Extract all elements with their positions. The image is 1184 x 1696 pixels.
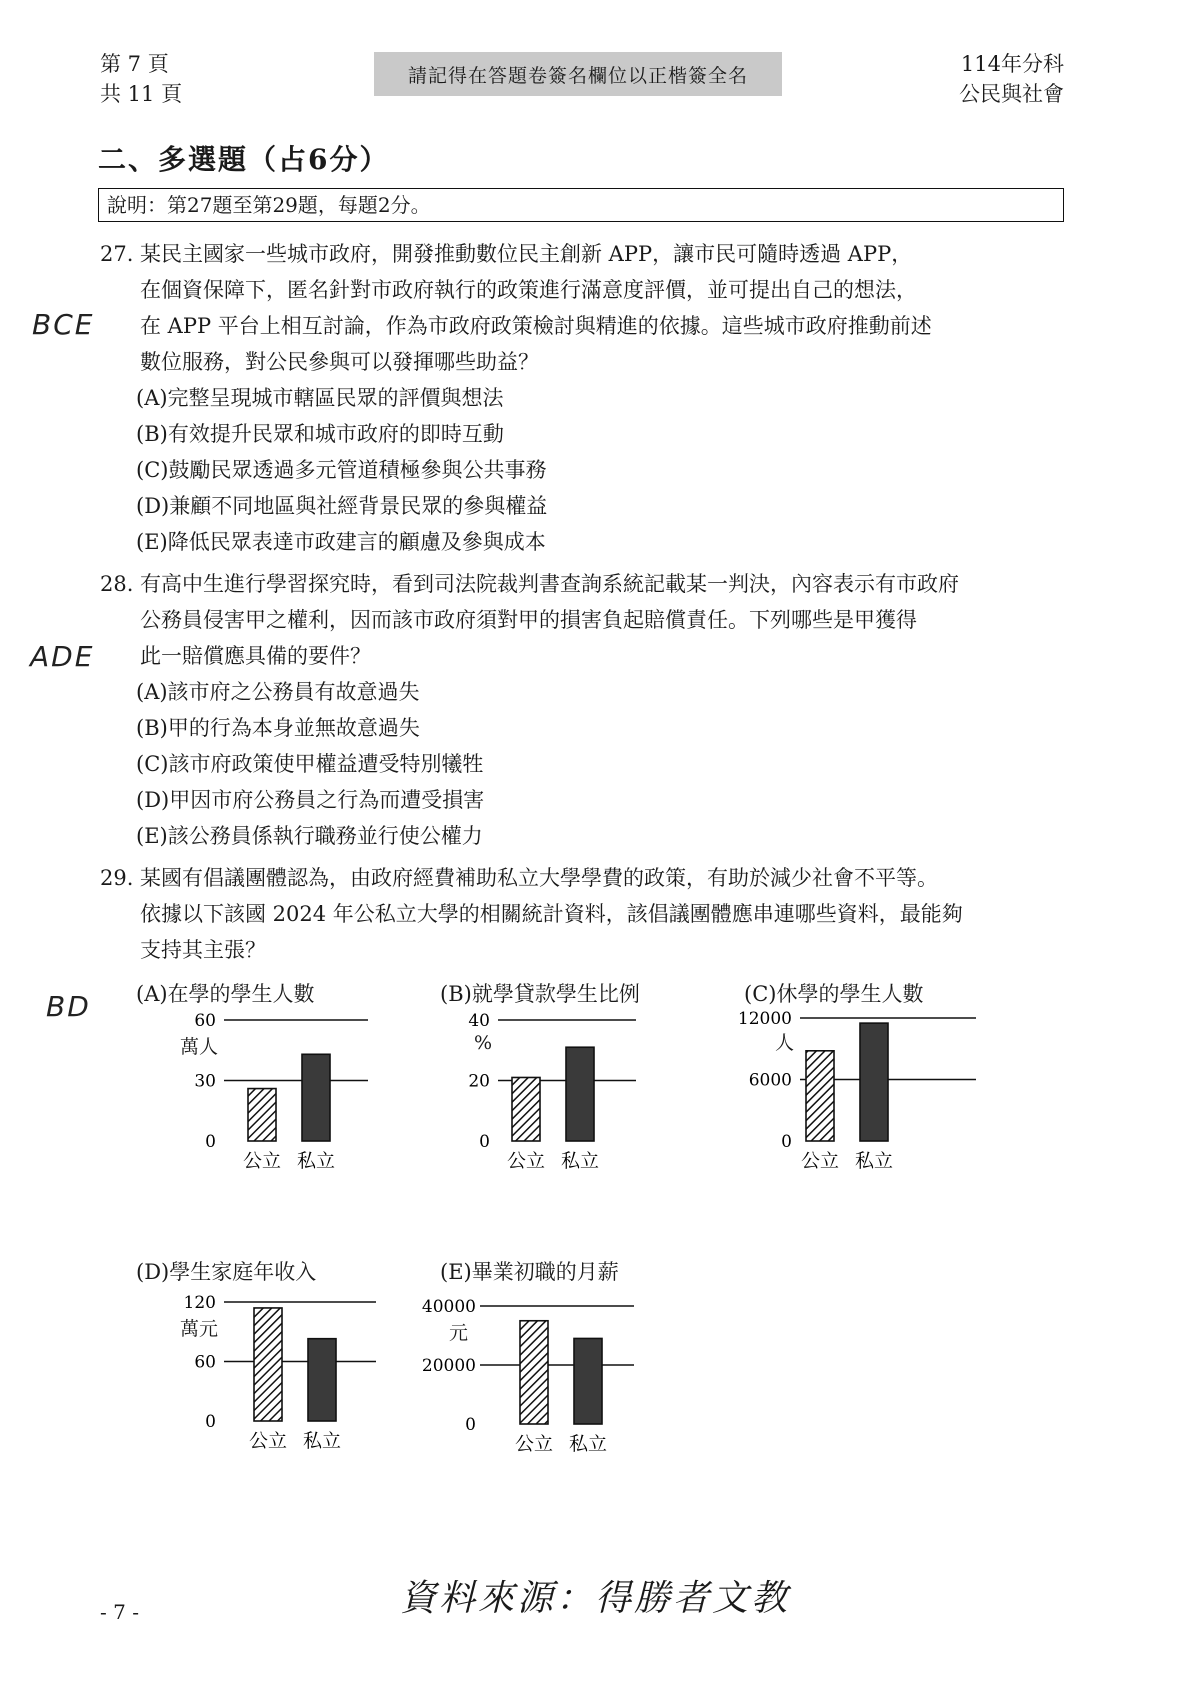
option-e: (E)該公務員係執行職務並行使公權力 <box>136 824 483 848</box>
bar-chart <box>136 1256 436 1516</box>
chart-d <box>136 1256 436 1516</box>
question-text-line: 數位服務，對公民參與可以發揮哪些助益？ <box>140 350 539 374</box>
y-tick-label: 0 <box>205 1132 216 1152</box>
x-category-label: 公立 <box>800 1150 840 1172</box>
option-c: (C)鼓勵民眾透過多元管道積極參與公共事務 <box>136 458 547 482</box>
x-category-label: 私立 <box>568 1433 608 1455</box>
signature-reminder-banner: 請記得在答題卷簽名欄位以正楷簽全名 <box>374 52 782 96</box>
y-tick-label: 120 <box>183 1293 216 1313</box>
bar-public <box>806 1051 834 1141</box>
y-tick-label: 40000 <box>421 1297 476 1317</box>
y-tick-label: 60 <box>194 1352 216 1373</box>
exam-year: 114年分科 <box>960 52 1064 76</box>
x-category-label: 私立 <box>560 1150 600 1172</box>
bar-public <box>520 1321 548 1424</box>
bar-chart <box>737 978 1044 1238</box>
section-title: 二、多選題（占6分） <box>98 143 390 176</box>
question-text-line: 有高中生進行學習探究時，看到司法院裁判書查詢系統記載某一判決，內容表示有市政府 <box>140 572 959 596</box>
handwritten-answer: BD <box>46 990 91 1023</box>
option-d: (D)甲因市府公務員之行為而遭受損害 <box>136 788 485 812</box>
bar-chart <box>440 978 740 1238</box>
y-tick-label: 6000 <box>748 1070 792 1091</box>
chart-c <box>737 978 1044 1238</box>
handwritten-source-note: 資料來源：得勝者文教 <box>400 1578 791 1619</box>
chart-b <box>440 978 740 1238</box>
question-text-line: 依據以下該國 2024 年公私立大學的相關統計資料，該倡議團體應串連哪些資料，最能夠 <box>140 902 963 926</box>
question-text-line: 在個資保障下，匿名針對市政府執行的政策進行滿意度評價，並可提出自己的想法， <box>140 278 917 302</box>
option-b: (B)有效提升民眾和城市政府的即時互動 <box>136 422 504 446</box>
question-text-line: 在 APP 平台上相互討論，作為市政府政策檢討與精進的依據。這些城市政府推動前述 <box>140 314 932 338</box>
y-tick-label: 0 <box>781 1132 792 1152</box>
bar-private <box>860 1023 888 1141</box>
x-category-label: 公立 <box>506 1150 546 1172</box>
bar-public <box>254 1308 282 1421</box>
y-tick-label: 20000 <box>421 1356 476 1376</box>
chart-unit-label: 元 <box>448 1322 468 1344</box>
chart-unit-label: 萬人 <box>179 1036 218 1058</box>
y-tick-label: 0 <box>205 1412 216 1432</box>
y-tick-label: 60 <box>194 1011 216 1031</box>
y-tick-label: 30 <box>194 1071 216 1092</box>
question-27 <box>100 236 1080 386</box>
x-category-label: 私立 <box>854 1150 894 1172</box>
question-text-line: 支持其主張？ <box>140 938 266 962</box>
bar-public <box>248 1089 276 1141</box>
chart-title: (A)在學的學生人數 <box>136 982 315 1006</box>
section-instructions: 說明：第27題至第29題，每題2分。 <box>98 188 1064 222</box>
option-a: (A)完整呈現城市轄區民眾的評價與想法 <box>136 386 504 410</box>
bar-chart <box>421 1256 740 1516</box>
x-category-label: 私立 <box>296 1150 336 1172</box>
bar-chart <box>136 978 436 1238</box>
question-text-line: 某民主國家一些城市政府，開發推動數位民主創新 APP，讓市民可隨時透過 APP， <box>140 242 913 266</box>
y-tick-label: 0 <box>465 1415 476 1435</box>
y-tick-label: 20 <box>468 1071 490 1092</box>
handwritten-answer: BCE <box>32 308 95 341</box>
chart-a <box>136 978 436 1238</box>
bar-public <box>512 1077 540 1141</box>
option-a: (A)該市府之公務員有故意過失 <box>136 680 420 704</box>
chart-title: (D)學生家庭年收入 <box>136 1260 317 1284</box>
subject-name: 公民與社會 <box>959 82 1064 106</box>
x-category-label: 私立 <box>302 1430 342 1452</box>
bar-private <box>566 1047 594 1141</box>
x-category-label: 公立 <box>248 1430 288 1452</box>
chart-title: (C)休學的學生人數 <box>744 982 924 1006</box>
question-29 <box>100 860 1080 970</box>
chart-unit-label: 人 <box>774 1032 794 1054</box>
y-tick-label: 40 <box>468 1011 490 1031</box>
chart-title: (B)就學貸款學生比例 <box>440 982 640 1006</box>
question-28 <box>100 566 1080 676</box>
question-number: 28. <box>100 572 134 596</box>
option-d: (D)兼顧不同地區與社經背景民眾的參與權益 <box>136 494 548 518</box>
question-text-line: 公務員侵害甲之權利，因而該市政府須對甲的損害負起賠償責任。下列哪些是甲獲得 <box>140 608 917 632</box>
question-number: 29. <box>100 866 134 890</box>
question-text-line: 某國有倡議團體認為，由政府經費補助私立大學學費的政策，有助於減少社會不平等。 <box>140 866 938 890</box>
bar-private <box>308 1339 336 1421</box>
page-label: 第 7 頁 <box>100 52 169 76</box>
page-number-footer: - 7 - <box>100 1600 139 1624</box>
total-pages-label: 共 11 頁 <box>100 82 183 106</box>
chart-unit-label: 萬元 <box>179 1318 218 1340</box>
option-b: (B)甲的行為本身並無故意過失 <box>136 716 420 740</box>
chart-title: (E)畢業初職的月薪 <box>440 1260 619 1284</box>
handwritten-answer: ADE <box>30 640 95 673</box>
y-tick-label: 12000 <box>737 1009 792 1029</box>
option-e: (E)降低民眾表達市政建言的顧慮及參與成本 <box>136 530 546 554</box>
x-category-label: 公立 <box>242 1150 282 1172</box>
option-c: (C)該市府政策使甲權益遭受特別犧牲 <box>136 752 484 776</box>
y-tick-label: 0 <box>479 1132 490 1152</box>
x-category-label: 公立 <box>514 1433 554 1455</box>
chart-unit-label: % <box>473 1032 492 1054</box>
chart-e <box>421 1256 740 1516</box>
bar-private <box>302 1054 330 1141</box>
bar-private <box>574 1338 602 1424</box>
question-text-line: 此一賠償應具備的要件？ <box>140 644 371 668</box>
question-number: 27. <box>100 242 134 266</box>
